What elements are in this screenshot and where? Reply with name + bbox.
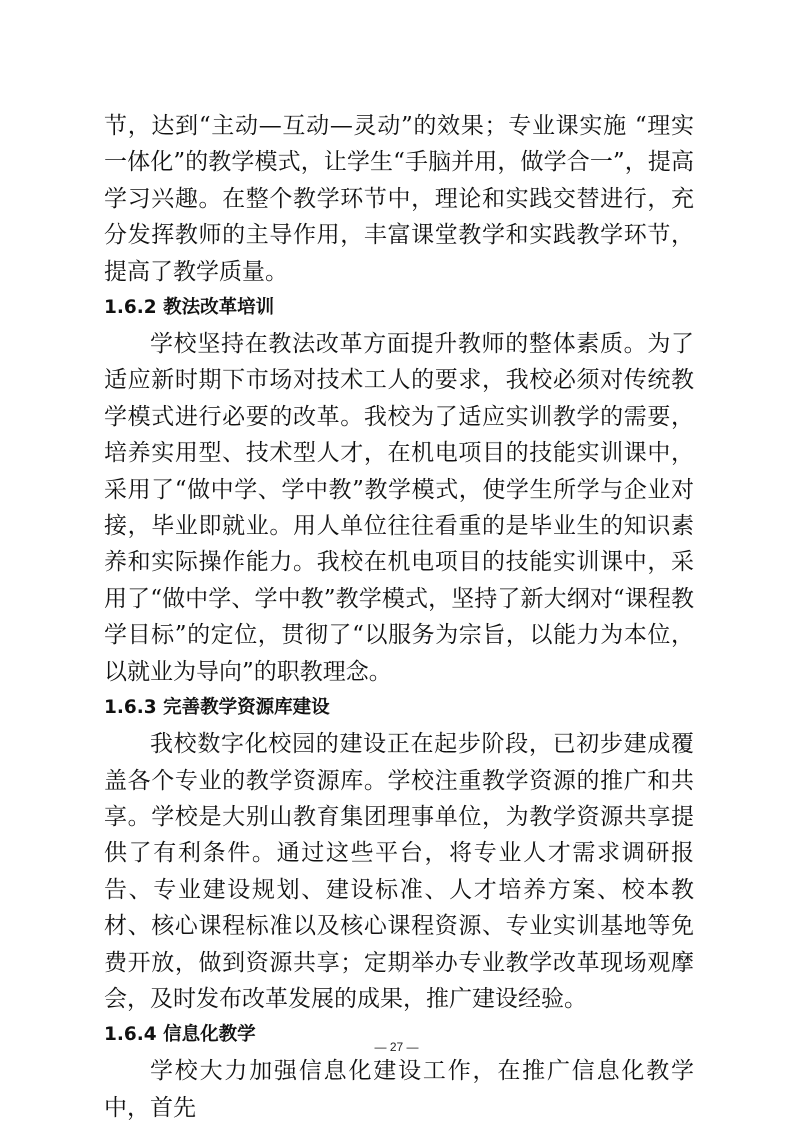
- page-number: — 27 —: [374, 1040, 419, 1054]
- section-paragraph-1-6-3: 我校数字化校园的建设正在起步阶段，已初步建成覆盖各个专业的教学资源库。学校注重教学资源的推广和共享。学校是大别山教育集团理事单位，为教学资源共享提供了有利条件。通过这些平台，将专业人才需求调研报告、专业建设规划、建设标准、人才培养方案、校本教材、核心课程标准以及核心课程资源、专业实训基地等免费开放，做到资源共享；定期举办专业教学改革现场观摩会，及时发布改革发展的成果，推广建设经验。: [104, 731, 694, 1012]
- section-heading-1-6-4: 1.6.4 信息化教学: [104, 1024, 256, 1046]
- intro-paragraph: 节，达到“主动—互动—灵动”的效果；专业课实施 “理实一体化”的教学模式，让学生“手脑并用，做学合一”，提高学习兴趣。在整个教学环节中，理论和实践交替进行，充分发挥教师的主导作用，丰富课堂教学和实践教学环节，提高了教学质量。: [104, 113, 694, 285]
- section-heading-1-6-3: 1.6.3 完善教学资源库建设: [104, 697, 330, 719]
- section-heading-1-6-2: 1.6.2 教法改革培训: [104, 297, 275, 319]
- page-content: [104, 108, 694, 1126]
- section-paragraph-1-6-2: 学校坚持在教法改革方面提升教师的整体素质。为了适应新时期下市场对技术工人的要求，我校必须对传统教学模式进行必要的改革。我校为了适应实训教学的需要，培养实用型、技术型人才，在机电项目的技能实训课中，采用了“做中学、学中教”教学模式，使学生所学与企业对接，毕业即就业。用人单位往往看重的是毕业生的知识素养和实际操作能力。我校在机电项目的技能实训课中，采用了“做中学、学中教”教学模式，坚持了新大纲对“课程教学目标”的定位，贯彻了“以服务为宗旨，以能力为本位，以就业为导向”的职教理念。: [104, 331, 694, 685]
- section-paragraph-1-6-4: 学校大力加强信息化建设工作，在推广信息化教学中，首先: [104, 1058, 694, 1121]
